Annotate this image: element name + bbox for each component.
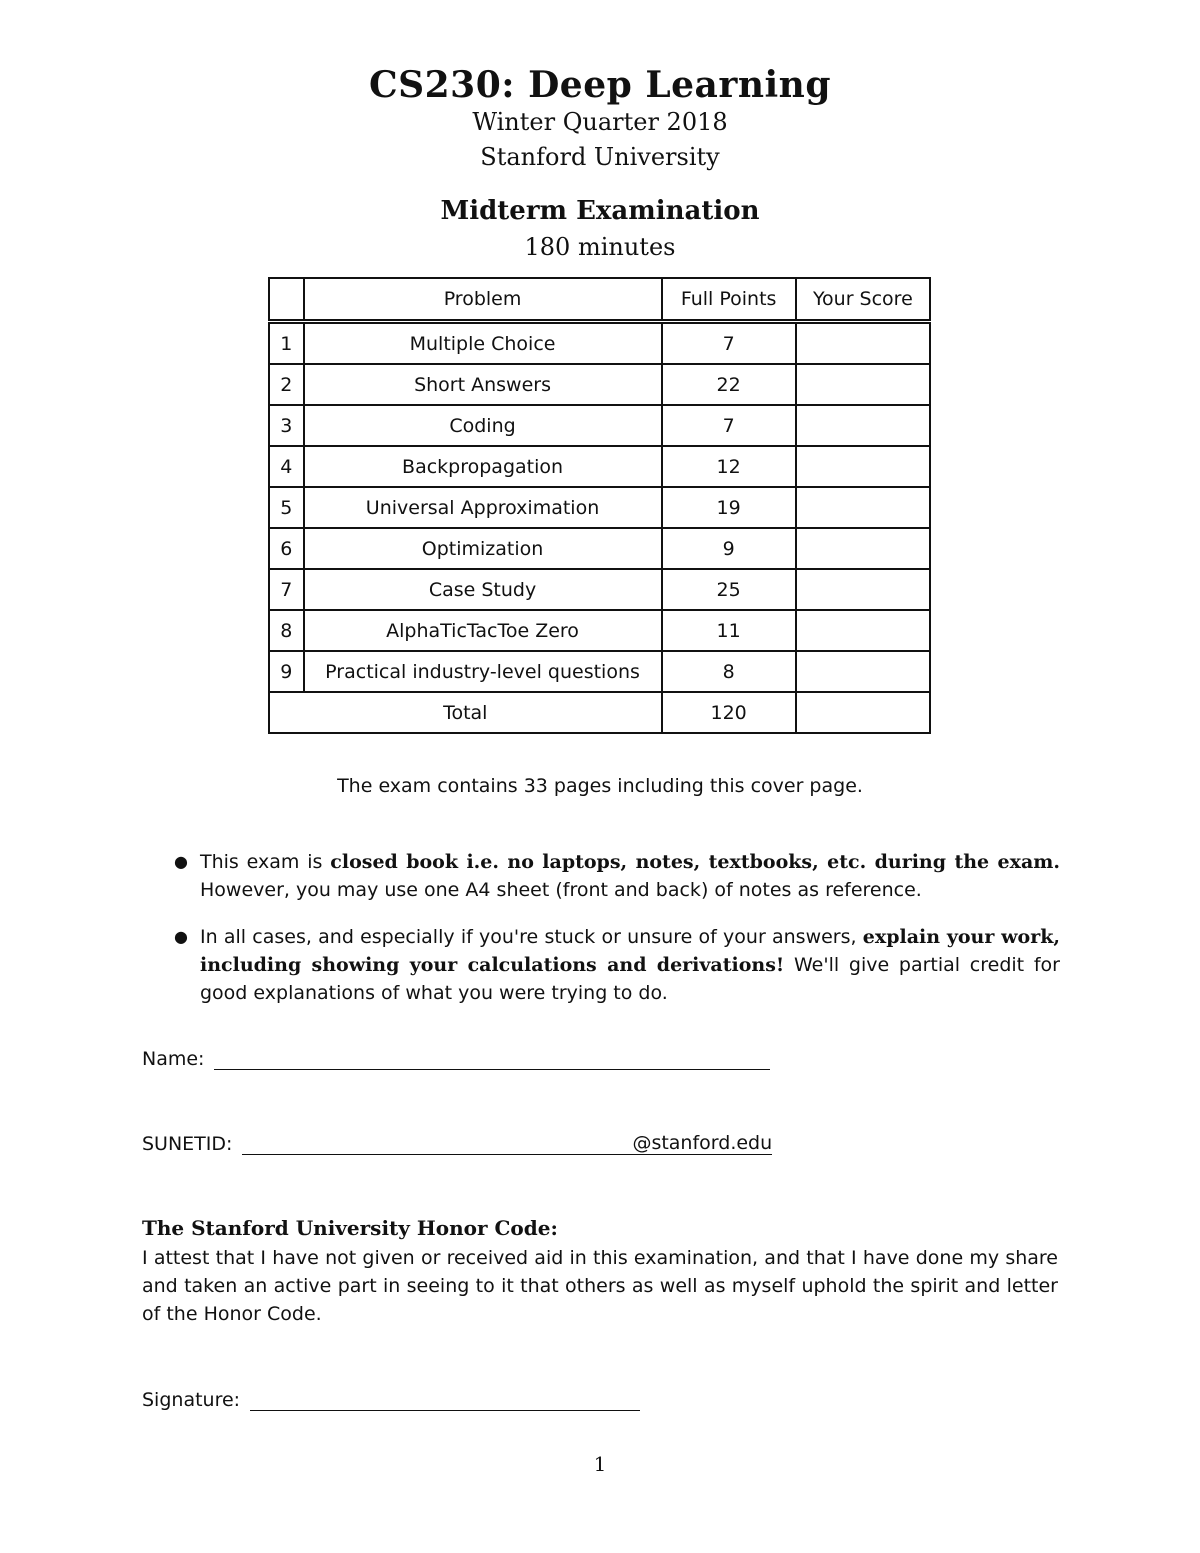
table-row <box>269 528 930 569</box>
problem-points: 7 <box>662 322 796 365</box>
problem-points: 9 <box>662 528 796 569</box>
problem-name: Short Answers <box>304 364 662 405</box>
table-row <box>269 610 930 651</box>
instruction-text: In all cases, and especially if you're stuck or unsure of your answers, <box>200 926 863 948</box>
header-number <box>269 278 304 322</box>
university: Stanford University <box>480 143 720 171</box>
page-number: 1 <box>593 1452 607 1476</box>
sunetid-domain: @stanford.edu <box>632 1132 773 1154</box>
problem-score[interactable] <box>796 651 930 692</box>
problem-score[interactable] <box>796 528 930 569</box>
problem-score[interactable] <box>796 322 930 365</box>
problem-name: Case Study <box>304 569 662 610</box>
problem-number: 1 <box>269 322 304 365</box>
problem-number: 4 <box>269 446 304 487</box>
problem-points: 8 <box>662 651 796 692</box>
problem-number: 5 <box>269 487 304 528</box>
problem-number: 8 <box>269 610 304 651</box>
problem-name: Optimization <box>304 528 662 569</box>
instruction-text: However, you may use one A4 sheet (front and back) of notes as reference. <box>200 879 922 901</box>
problem-name: Coding <box>304 405 662 446</box>
page-count-note: The exam contains 33 pages including this cover page. <box>337 775 863 797</box>
signature-input-line[interactable] <box>250 1388 640 1411</box>
score-table <box>268 277 931 734</box>
total-points: 120 <box>662 692 796 733</box>
sunetid-field <box>142 1132 772 1155</box>
problem-number: 6 <box>269 528 304 569</box>
instruction-emphasis: closed book i.e. no laptops, notes, textbooks, etc. during the exam. <box>330 851 1060 873</box>
problem-points: 19 <box>662 487 796 528</box>
problem-score[interactable] <box>796 487 930 528</box>
bullet-icon: ● <box>174 852 188 871</box>
problem-score[interactable] <box>796 405 930 446</box>
signature-label: Signature: <box>142 1389 241 1411</box>
problem-score[interactable] <box>796 569 930 610</box>
instruction-text: This exam is <box>200 851 331 873</box>
sunetid-input-line[interactable] <box>242 1132 632 1155</box>
table-row <box>269 446 930 487</box>
exam-title: Midterm Examination <box>440 196 760 226</box>
instruction-text: We'll give partial credit for good explanations of what you were trying to do. <box>200 954 1060 1004</box>
problem-score[interactable] <box>796 446 930 487</box>
problem-number: 9 <box>269 651 304 692</box>
honor-code-heading: The Stanford University Honor Code: <box>142 1216 558 1240</box>
table-header-row <box>269 278 930 322</box>
problem-points: 22 <box>662 364 796 405</box>
duration: 180 minutes <box>524 233 676 261</box>
problem-name: Backpropagation <box>304 446 662 487</box>
table-row <box>269 651 930 692</box>
problem-name: Universal Approximation <box>304 487 662 528</box>
name-input-line[interactable] <box>214 1047 770 1070</box>
table-row <box>269 569 930 610</box>
problem-number: 7 <box>269 569 304 610</box>
header-problem: Problem <box>304 278 662 322</box>
header-your-score: Your Score <box>796 278 930 322</box>
course-title: CS230: Deep Learning <box>368 64 832 106</box>
problem-number: 2 <box>269 364 304 405</box>
instructions-list <box>170 848 1060 1026</box>
problem-points: 25 <box>662 569 796 610</box>
sunetid-label: SUNETID: <box>142 1133 233 1155</box>
problem-name: Multiple Choice <box>304 322 662 365</box>
honor-code-text: I attest that I have not given or received aid in this examination, and that I have done my share and taken an active part in seeing to it that others as well as myself uphold the spirit and letter of the Honor Code. <box>142 1247 1058 1325</box>
table-total-row <box>269 692 930 733</box>
name-label: Name: <box>142 1048 205 1070</box>
problem-name: AlphaTicTacToe Zero <box>304 610 662 651</box>
problem-score[interactable] <box>796 610 930 651</box>
instruction-item <box>170 848 1060 904</box>
total-label: Total <box>269 692 662 733</box>
table-row <box>269 405 930 446</box>
total-score[interactable] <box>796 692 930 733</box>
table-row <box>269 364 930 405</box>
table-row <box>269 487 930 528</box>
header-full-points: Full Points <box>662 278 796 322</box>
signature-field <box>142 1388 640 1411</box>
instruction-item <box>170 923 1060 1007</box>
problem-points: 11 <box>662 610 796 651</box>
problem-score[interactable] <box>796 364 930 405</box>
problem-points: 7 <box>662 405 796 446</box>
table-row <box>269 322 930 365</box>
bullet-icon: ● <box>174 927 188 946</box>
name-field <box>142 1047 770 1070</box>
problem-points: 12 <box>662 446 796 487</box>
problem-name: Practical industry-level questions <box>304 651 662 692</box>
instruction-emphasis: explain your work, including showing your calculations and derivations! <box>200 926 1060 976</box>
problem-number: 3 <box>269 405 304 446</box>
quarter: Winter Quarter 2018 <box>472 108 728 136</box>
